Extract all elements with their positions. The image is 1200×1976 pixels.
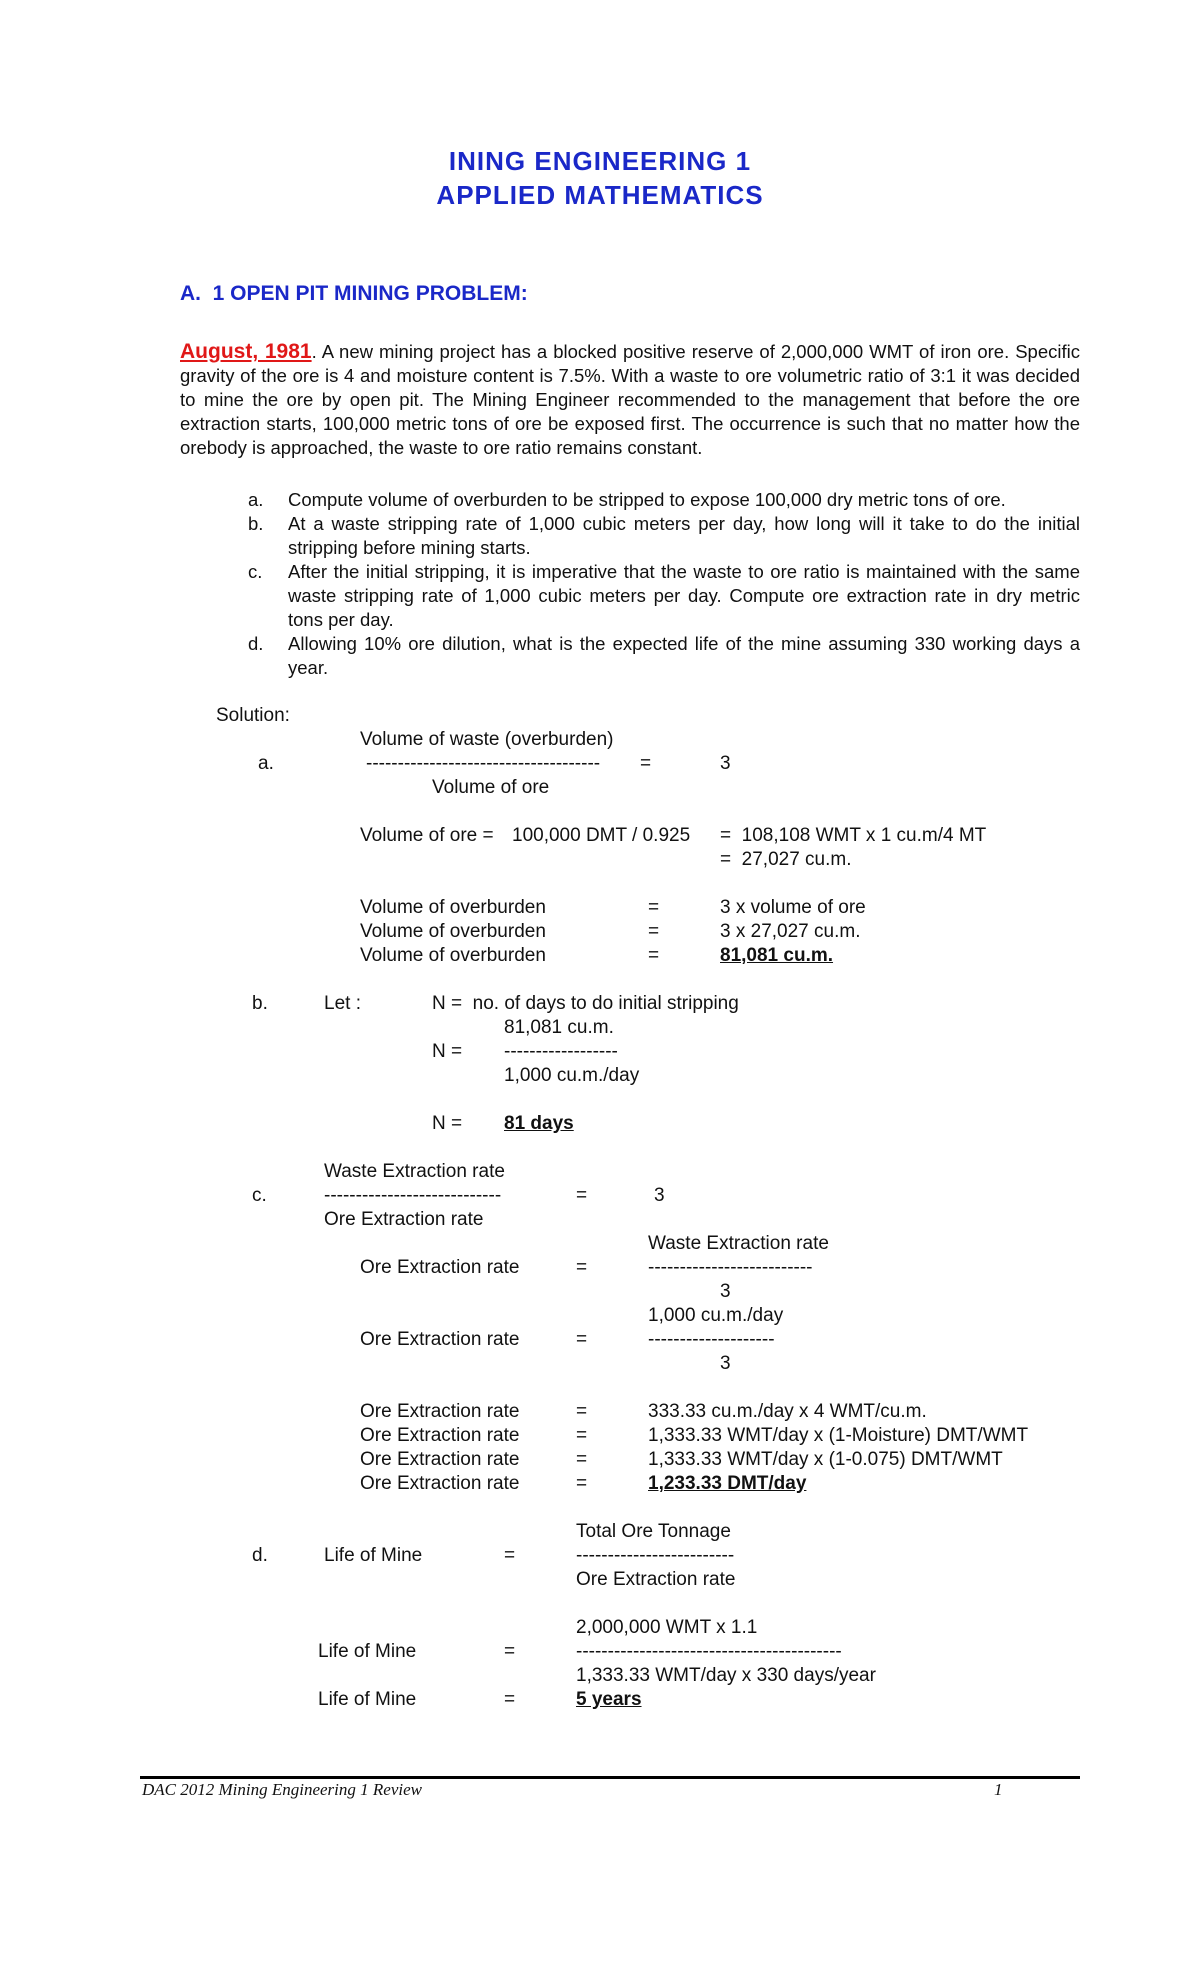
sol-c-denominator: Ore Extraction rate — [324, 1209, 484, 1230]
problem-text: . A new mining project has a blocked positive reserve of 2,000,000 WMT of iron ore. Specific gravity of the ore is 4 and moisture content is 7.5%. With a waste to ore volumetric ratio of 3:1 it was decided to mine the ore by open pit. The Mining Engineer recommended to the management that before the ore extraction starts, 100,000 metric tons of ore be exposed first. The occurrence is such that no matter how the orebody is approached, the waste to ore ratio remains constant. — [180, 341, 1080, 458]
page-title-line2: APPLIED MATHEMATICS — [436, 180, 764, 210]
sol-a-ob-eq-2: = — [648, 921, 660, 942]
solution-label: Solution: — [216, 705, 290, 726]
sol-d-lom-label-3: Life of Mine — [318, 1689, 417, 1710]
item-text: Allowing 10% ore dilution, what is the expected life of the mine assuming 330 working days a year. — [288, 633, 1080, 678]
sol-d-f2-bar: ------------------------------------------ — [576, 1641, 842, 1662]
sol-c-equals: = — [576, 1185, 588, 1206]
sol-c-label: c. — [252, 1185, 267, 1206]
item-label: a. — [248, 489, 264, 510]
sol-c-oer-eq-4: = — [576, 1425, 588, 1446]
sol-c-fraction-bar: ---------------------------- — [324, 1185, 502, 1206]
sol-d-eq-3: = — [504, 1689, 516, 1710]
problem-item-d — [248, 632, 1080, 680]
sol-c-step-1: 333.33 cu.m./day x 4 WMT/cu.m. — [648, 1401, 927, 1422]
section-heading: A. 1 OPEN PIT MINING PROBLEM: — [180, 282, 528, 305]
footer-rule — [140, 1776, 1080, 1779]
sol-a-ob-label-2: Volume of overburden — [360, 921, 546, 942]
sol-d-label: d. — [252, 1545, 268, 1566]
item-text: Compute volume of overburden to be stripped to expose 100,000 dry metric tons of ore. — [288, 489, 1006, 510]
sol-c-oer-label-1: Ore Extraction rate — [360, 1257, 520, 1278]
sol-c-oer-label-3: Ore Extraction rate — [360, 1401, 520, 1422]
item-text: After the initial stripping, it is imperative that the waste to ore ratio is maintained with the same waste stripping rate of 1,000 cubic meters per day. Compute ore extraction rate in dry metric tons per day. — [288, 561, 1080, 630]
sol-a-label: a. — [258, 753, 274, 774]
sol-c-oer-eq-1: = — [576, 1257, 588, 1278]
sol-b-denominator: 1,000 cu.m./day — [504, 1065, 640, 1086]
sol-b-let: Let : — [324, 993, 361, 1014]
sol-c-oer-label-5: Ore Extraction rate — [360, 1449, 520, 1470]
sol-a-vol-ore-expr: 100,000 DMT / 0.925 — [512, 825, 691, 846]
sol-d-f2-numerator: 2,000,000 WMT x 1.1 — [576, 1617, 758, 1638]
footer-page-number: 1 — [994, 1780, 1003, 1799]
sol-a-equals: = — [640, 753, 652, 774]
sol-c-oer-eq-3: = — [576, 1401, 588, 1422]
sol-a-ratio: 3 — [720, 753, 731, 774]
sol-d-f1-denominator: Ore Extraction rate — [576, 1569, 736, 1590]
sol-a-ob-value-1: 3 x volume of ore — [720, 897, 866, 918]
sol-a-vol-ore-label: Volume of ore = — [360, 825, 494, 846]
sol-c-f2-denominator: 3 — [720, 1353, 731, 1374]
sol-b-answer: 81 days — [504, 1113, 574, 1134]
sol-b-fraction-bar: ------------------ — [504, 1041, 618, 1062]
sol-c-f2-numerator: 1,000 cu.m./day — [648, 1305, 784, 1326]
sol-d-answer: 5 years — [576, 1689, 642, 1710]
sol-a-ob-label-1: Volume of overburden — [360, 897, 546, 918]
sol-b-n-eq-result: N = — [432, 1113, 463, 1134]
sol-c-step-2: 1,333.33 WMT/day x (1-Moisture) DMT/WMT — [648, 1425, 1029, 1446]
page-title-line1: INING ENGINEERING 1 — [448, 146, 752, 176]
sol-b-n-eq: N = — [432, 1041, 463, 1062]
sol-c-step-3: 1,333.33 WMT/day x (1-0.075) DMT/WMT — [648, 1449, 1003, 1470]
sol-d-lom-label-1: Life of Mine — [324, 1545, 423, 1566]
sol-c-answer: 1,233.33 DMT/day — [648, 1473, 807, 1494]
sol-c-f1-bar: -------------------------- — [648, 1257, 813, 1278]
sol-c-oer-eq-2: = — [576, 1329, 588, 1350]
sol-a-ob-value-2: 3 x 27,027 cu.m. — [720, 921, 861, 942]
sol-c-oer-label-6: Ore Extraction rate — [360, 1473, 520, 1494]
sol-c-f2-bar: -------------------- — [648, 1329, 775, 1350]
item-text: At a waste stripping rate of 1,000 cubic meters per day, how long will it take to do the initial stripping before mining starts. — [288, 513, 1080, 558]
sol-a-vol-ore-result1: = 108,108 WMT x 1 cu.m/4 MT — [720, 825, 987, 846]
sol-a-fraction-bar: ------------------------------------- — [366, 753, 601, 774]
sol-c-ratio: 3 — [654, 1185, 665, 1206]
sol-b-definition: N = no. of days to do initial stripping — [432, 993, 739, 1014]
sol-d-f2-denominator: 1,333.33 WMT/day x 330 days/year — [576, 1665, 876, 1686]
problem-item-a — [248, 488, 1080, 512]
sol-a-ob-eq-1: = — [648, 897, 660, 918]
sol-b-numerator: 81,081 cu.m. — [504, 1017, 614, 1038]
sol-c-f1-numerator: Waste Extraction rate — [648, 1233, 829, 1254]
item-label: d. — [248, 633, 264, 654]
sol-c-numerator: Waste Extraction rate — [324, 1161, 505, 1182]
problem-item-b — [248, 512, 1080, 560]
sol-c-oer-eq-5: = — [576, 1449, 588, 1470]
sol-a-ob-label-3: Volume of overburden — [360, 945, 546, 966]
sol-d-f1-numerator: Total Ore Tonnage — [576, 1521, 731, 1542]
sol-d-f1-bar: ------------------------- — [576, 1545, 735, 1566]
item-label: b. — [248, 513, 264, 534]
sol-d-eq-2: = — [504, 1641, 516, 1662]
problem-item-c — [248, 560, 1080, 632]
item-label: c. — [248, 561, 263, 582]
sol-a-answer: 81,081 cu.m. — [720, 945, 834, 966]
sol-a-denominator: Volume of ore — [432, 777, 550, 798]
problem-date: August, 1981 — [180, 340, 312, 363]
sol-a-numerator: Volume of waste (overburden) — [360, 729, 614, 750]
sol-c-oer-eq-6: = — [576, 1473, 588, 1494]
sol-d-eq-1: = — [504, 1545, 516, 1566]
sol-b-label: b. — [252, 993, 268, 1014]
sol-c-oer-label-4: Ore Extraction rate — [360, 1425, 520, 1446]
problem-paragraph — [180, 340, 1080, 460]
sol-a-ob-eq-3: = — [648, 945, 660, 966]
sol-d-lom-label-2: Life of Mine — [318, 1641, 417, 1662]
footer-left: DAC 2012 Mining Engineering 1 Review — [142, 1780, 422, 1799]
sol-a-vol-ore-result2: = 27,027 cu.m. — [720, 849, 852, 870]
sol-c-f1-denominator: 3 — [720, 1281, 731, 1302]
sol-c-oer-label-2: Ore Extraction rate — [360, 1329, 520, 1350]
